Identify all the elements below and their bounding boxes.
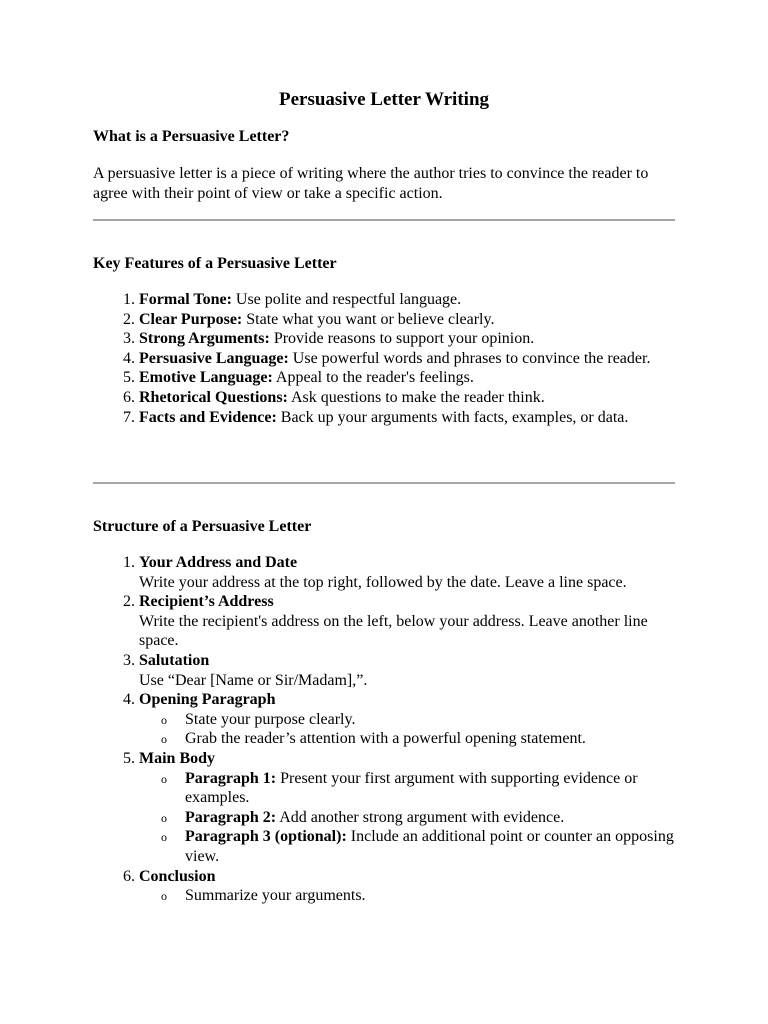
sub-list-item	[185, 729, 675, 749]
feature-term: Persuasive Language:	[139, 349, 289, 367]
feature-term: Clear Purpose:	[139, 310, 243, 328]
feature-desc: Ask questions to make the reader think.	[287, 388, 545, 406]
feature-term: Emotive Language:	[139, 369, 273, 387]
structure-list	[93, 553, 675, 906]
section-divider	[93, 219, 675, 221]
structure-item-title: 1. Your Address and Date	[139, 554, 298, 571]
sub-list-item	[185, 886, 675, 906]
feature-term: Strong Arguments:	[139, 330, 270, 348]
feature-item	[139, 310, 675, 330]
feature-item	[139, 329, 675, 349]
feature-term: Formal Tone:	[139, 291, 232, 308]
features-heading: Key Features of a Persuasive Letter	[93, 255, 337, 272]
sub-item-text: Add another strong argument with evidence.	[276, 808, 565, 826]
sub-item-text: Grab the reader’s attention with a powerful opening statement.	[185, 730, 586, 748]
feature-item	[139, 408, 675, 428]
features-list	[93, 290, 675, 427]
feature-term: Facts and Evidence:	[139, 408, 277, 426]
feature-desc: Use polite and respectful language.	[231, 291, 462, 308]
sub-item-text: State your purpose clearly.	[185, 710, 356, 728]
feature-desc: Use powerful words and phrases to convince the reader.	[288, 349, 651, 367]
sub-item-text: Summarize your arguments.	[185, 887, 366, 905]
sub-item-lead: Paragraph 2:	[185, 808, 277, 826]
structure-item	[139, 553, 675, 592]
section-divider	[93, 482, 675, 484]
structure-item	[139, 867, 675, 906]
feature-item	[139, 290, 675, 310]
sub-list	[139, 769, 675, 867]
structure-item	[139, 690, 675, 749]
intro-heading: What is a Persuasive Letter?	[93, 128, 290, 145]
structure-item-text: Use “Dear [Name or Sir/Madam],”.	[139, 671, 368, 689]
intro-paragraph: A persuasive letter is a piece of writing where the author tries to convince the reader to agree with their point of view or take a specific action.	[93, 165, 649, 202]
structure-item-title: 5. Main Body	[139, 749, 216, 767]
structure-item-title: 3. Salutation	[139, 651, 210, 669]
feature-desc: Back up your arguments with facts, examples, or data.	[276, 408, 629, 426]
structure-item-title: 2. Recipient’s Address	[139, 593, 274, 611]
structure-item-text: Write your address at the top right, followed by the date. Leave a line space.	[139, 573, 627, 591]
sub-list	[139, 710, 675, 749]
feature-desc: Appeal to the reader's feelings.	[272, 369, 474, 387]
sub-list-item	[185, 710, 675, 730]
structure-heading: Structure of a Persuasive Letter	[93, 518, 312, 535]
structure-item-text: Write the recipient's address on the left, below your address. Leave another line space.	[139, 612, 648, 650]
sub-list-item	[185, 827, 675, 866]
sub-item-text: Include an additional point or counter an opposing view.	[185, 828, 674, 865]
structure-item	[139, 651, 675, 690]
page-title: Persuasive Letter Writing	[278, 89, 490, 110]
sub-list	[139, 886, 675, 906]
feature-item	[139, 368, 675, 388]
sub-item-lead: Paragraph 3 (optional):	[185, 828, 347, 846]
sub-list-item	[185, 808, 675, 828]
structure-item-title: 6. Conclusion	[139, 867, 216, 885]
sub-item-lead: Paragraph 1:	[185, 769, 277, 787]
feature-item	[139, 349, 675, 369]
feature-desc: State what you want or believe clearly.	[242, 310, 495, 328]
sub-item-text: Present your first argument with supporting evidence or examples.	[185, 769, 638, 807]
sub-list-item	[185, 769, 675, 808]
structure-item-title: 4. Opening Paragraph	[139, 691, 276, 709]
structure-item	[139, 592, 675, 651]
feature-desc: Provide reasons to support your opinion.	[269, 330, 535, 348]
structure-item	[139, 749, 675, 867]
feature-item	[139, 388, 675, 408]
feature-term: Rhetorical Questions:	[139, 388, 288, 406]
